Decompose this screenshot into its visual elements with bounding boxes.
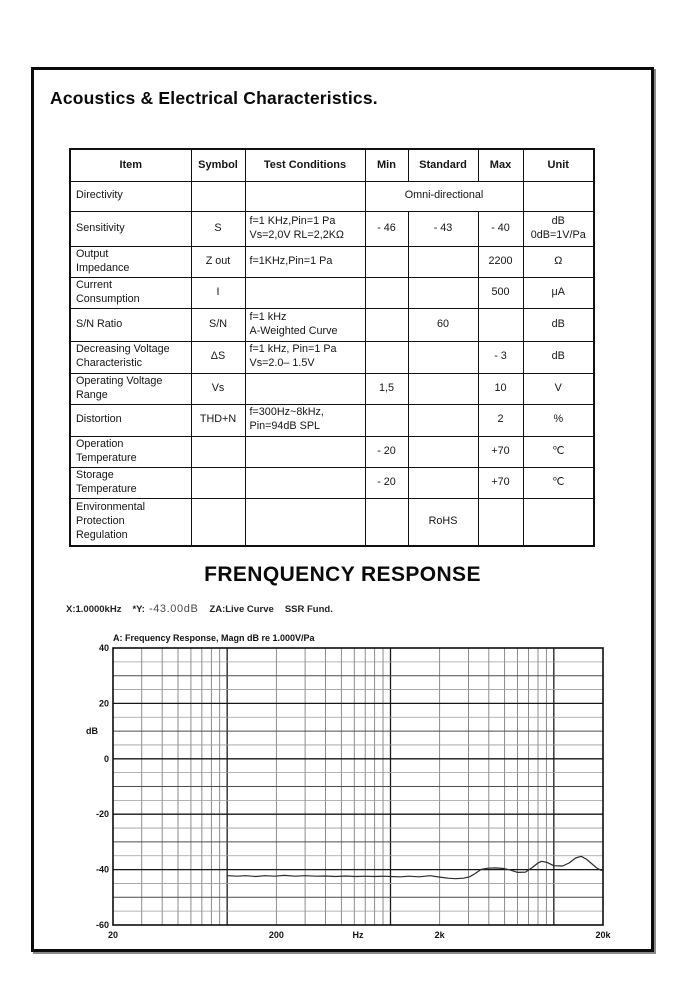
frequency-response-chart <box>80 628 660 948</box>
status-x-readout: X:1.0000kHz <box>66 604 122 615</box>
page-title: Acoustics & Electrical Characteristics. <box>50 88 378 108</box>
table-row <box>70 277 594 308</box>
table-cell: f=1KHz,Pin=1 Pa <box>245 246 365 277</box>
table-cell: Operation Temperature <box>70 436 191 467</box>
table-cell: Output Impedance <box>70 246 191 277</box>
y-tick-label: 20 <box>98 698 109 709</box>
table-cell: Operating Voltage Range <box>70 373 191 404</box>
table-cell: 60 <box>408 308 478 341</box>
x-axis-unit-label: Hz <box>352 930 364 940</box>
table-cell <box>408 341 478 373</box>
table-header-cell: Symbol <box>191 149 245 181</box>
y-tick-label: 40 <box>98 643 109 653</box>
y-tick-label: 0 <box>103 753 109 764</box>
table-cell: Directivity <box>70 181 191 211</box>
x-tick-label: 20 <box>107 930 119 940</box>
table-cell <box>191 498 245 546</box>
table-cell: Storage Temperature <box>70 467 191 498</box>
table-cell: V <box>523 373 594 404</box>
table-cell: RoHS <box>408 498 478 546</box>
table-cell: Ω <box>523 246 594 277</box>
table-cell: THD+N <box>191 404 245 436</box>
y-axis-label: dB <box>86 726 98 737</box>
status-fund-label: SSR Fund. <box>284 604 333 615</box>
table-row <box>70 498 594 546</box>
table-cell: 1,5 <box>365 373 408 404</box>
table-cell: Distortion <box>70 404 191 436</box>
table-row <box>70 246 594 277</box>
y-tick-label: -60 <box>95 920 109 930</box>
table-cell: Environmental Protection Regulation <box>70 498 191 546</box>
table-cell <box>245 498 365 546</box>
table-cell: 10 <box>478 373 523 404</box>
table-cell <box>191 467 245 498</box>
table-cell: ΔS <box>191 341 245 373</box>
spec-table <box>69 148 595 547</box>
table-cell: Z out <box>191 246 245 277</box>
table-cell: S <box>191 211 245 246</box>
table-cell <box>365 246 408 277</box>
chart-heading: FRENQUENCY RESPONSE <box>204 563 481 586</box>
table-cell: - 43 <box>408 211 478 246</box>
table-row <box>70 308 594 341</box>
table-header-cell: Item <box>70 149 191 181</box>
table-cell <box>365 498 408 546</box>
status-y-label: *Y: <box>132 604 145 615</box>
table-cell: S/N <box>191 308 245 341</box>
table-row <box>70 373 594 404</box>
table-header-cell: Test Conditions <box>245 149 365 181</box>
table-header-cell: Unit <box>523 149 594 181</box>
status-y-value: -43.00dB <box>148 603 199 615</box>
table-cell <box>408 404 478 436</box>
table-cell: f=1 kHz, Pin=1 Pa Vs=2.0– 1.5V <box>245 341 365 373</box>
x-tick-label: 2k <box>434 930 445 940</box>
table-cell <box>408 436 478 467</box>
table-cell <box>523 181 594 211</box>
table-cell: I <box>191 277 245 308</box>
table-cell <box>478 498 523 546</box>
table-cell <box>408 277 478 308</box>
table-cell <box>478 308 523 341</box>
table-cell: dB <box>523 341 594 373</box>
table-cell: 500 <box>478 277 523 308</box>
chart-status-line <box>66 603 344 615</box>
table-cell <box>191 436 245 467</box>
table-cell <box>191 181 245 211</box>
table-cell <box>245 181 365 211</box>
x-tick-label: 20k <box>595 930 611 940</box>
table-cell: ℃ <box>523 436 594 467</box>
table-cell: - 20 <box>365 436 408 467</box>
table-cell <box>365 404 408 436</box>
table-header-cell: Min <box>365 149 408 181</box>
table-cell <box>245 277 365 308</box>
table-header-row <box>70 149 594 181</box>
table-cell <box>523 498 594 546</box>
table-row <box>70 181 594 211</box>
table-cell: f=300Hz~8kHz, Pin=94dB SPL <box>245 404 365 436</box>
table-cell: ℃ <box>523 467 594 498</box>
table-cell: Vs <box>191 373 245 404</box>
table-cell <box>365 277 408 308</box>
table-cell: % <box>523 404 594 436</box>
table-cell: +70 <box>478 436 523 467</box>
table-cell: - 46 <box>365 211 408 246</box>
table-cell: - 20 <box>365 467 408 498</box>
chart-inner-title: A: Frequency Response, Magn dB re 1.000V/Pa <box>113 633 315 643</box>
table-row <box>70 341 594 373</box>
table-header-cell: Max <box>478 149 523 181</box>
table-row <box>70 211 594 246</box>
table-row <box>70 436 594 467</box>
table-cell: S/N Ratio <box>70 308 191 341</box>
table-header-cell: Standard <box>408 149 478 181</box>
y-tick-label: -40 <box>95 864 109 875</box>
table-cell: dB <box>523 308 594 341</box>
table-cell <box>365 308 408 341</box>
table-cell <box>245 467 365 498</box>
table-cell: f=1 KHz,Pin=1 Pa Vs=2,0V RL=2,2KΩ <box>245 211 365 246</box>
table-cell: +70 <box>478 467 523 498</box>
table-cell: 2200 <box>478 246 523 277</box>
table-cell <box>245 373 365 404</box>
table-cell: Sensitivity <box>70 211 191 246</box>
table-cell: - 40 <box>478 211 523 246</box>
table-cell <box>408 373 478 404</box>
table-cell: - 3 <box>478 341 523 373</box>
table-cell: dB 0dB=1V/Pa <box>523 211 594 246</box>
x-tick-label: 200 <box>268 930 284 940</box>
table-cell <box>245 436 365 467</box>
table-cell <box>408 246 478 277</box>
y-tick-label: -20 <box>95 809 109 820</box>
status-curve-label: ZA:Live Curve <box>209 604 274 615</box>
table-cell: f=1 kHz A-Weighted Curve <box>245 308 365 341</box>
table-cell <box>365 341 408 373</box>
table-cell: Decreasing Voltage Characteristic <box>70 341 191 373</box>
table-row <box>70 467 594 498</box>
table-cell: Omni-directional <box>365 181 523 211</box>
table-cell: μA <box>523 277 594 308</box>
table-cell: 2 <box>478 404 523 436</box>
table-cell: Current Consumption <box>70 277 191 308</box>
table-row <box>70 404 594 436</box>
table-cell <box>408 467 478 498</box>
